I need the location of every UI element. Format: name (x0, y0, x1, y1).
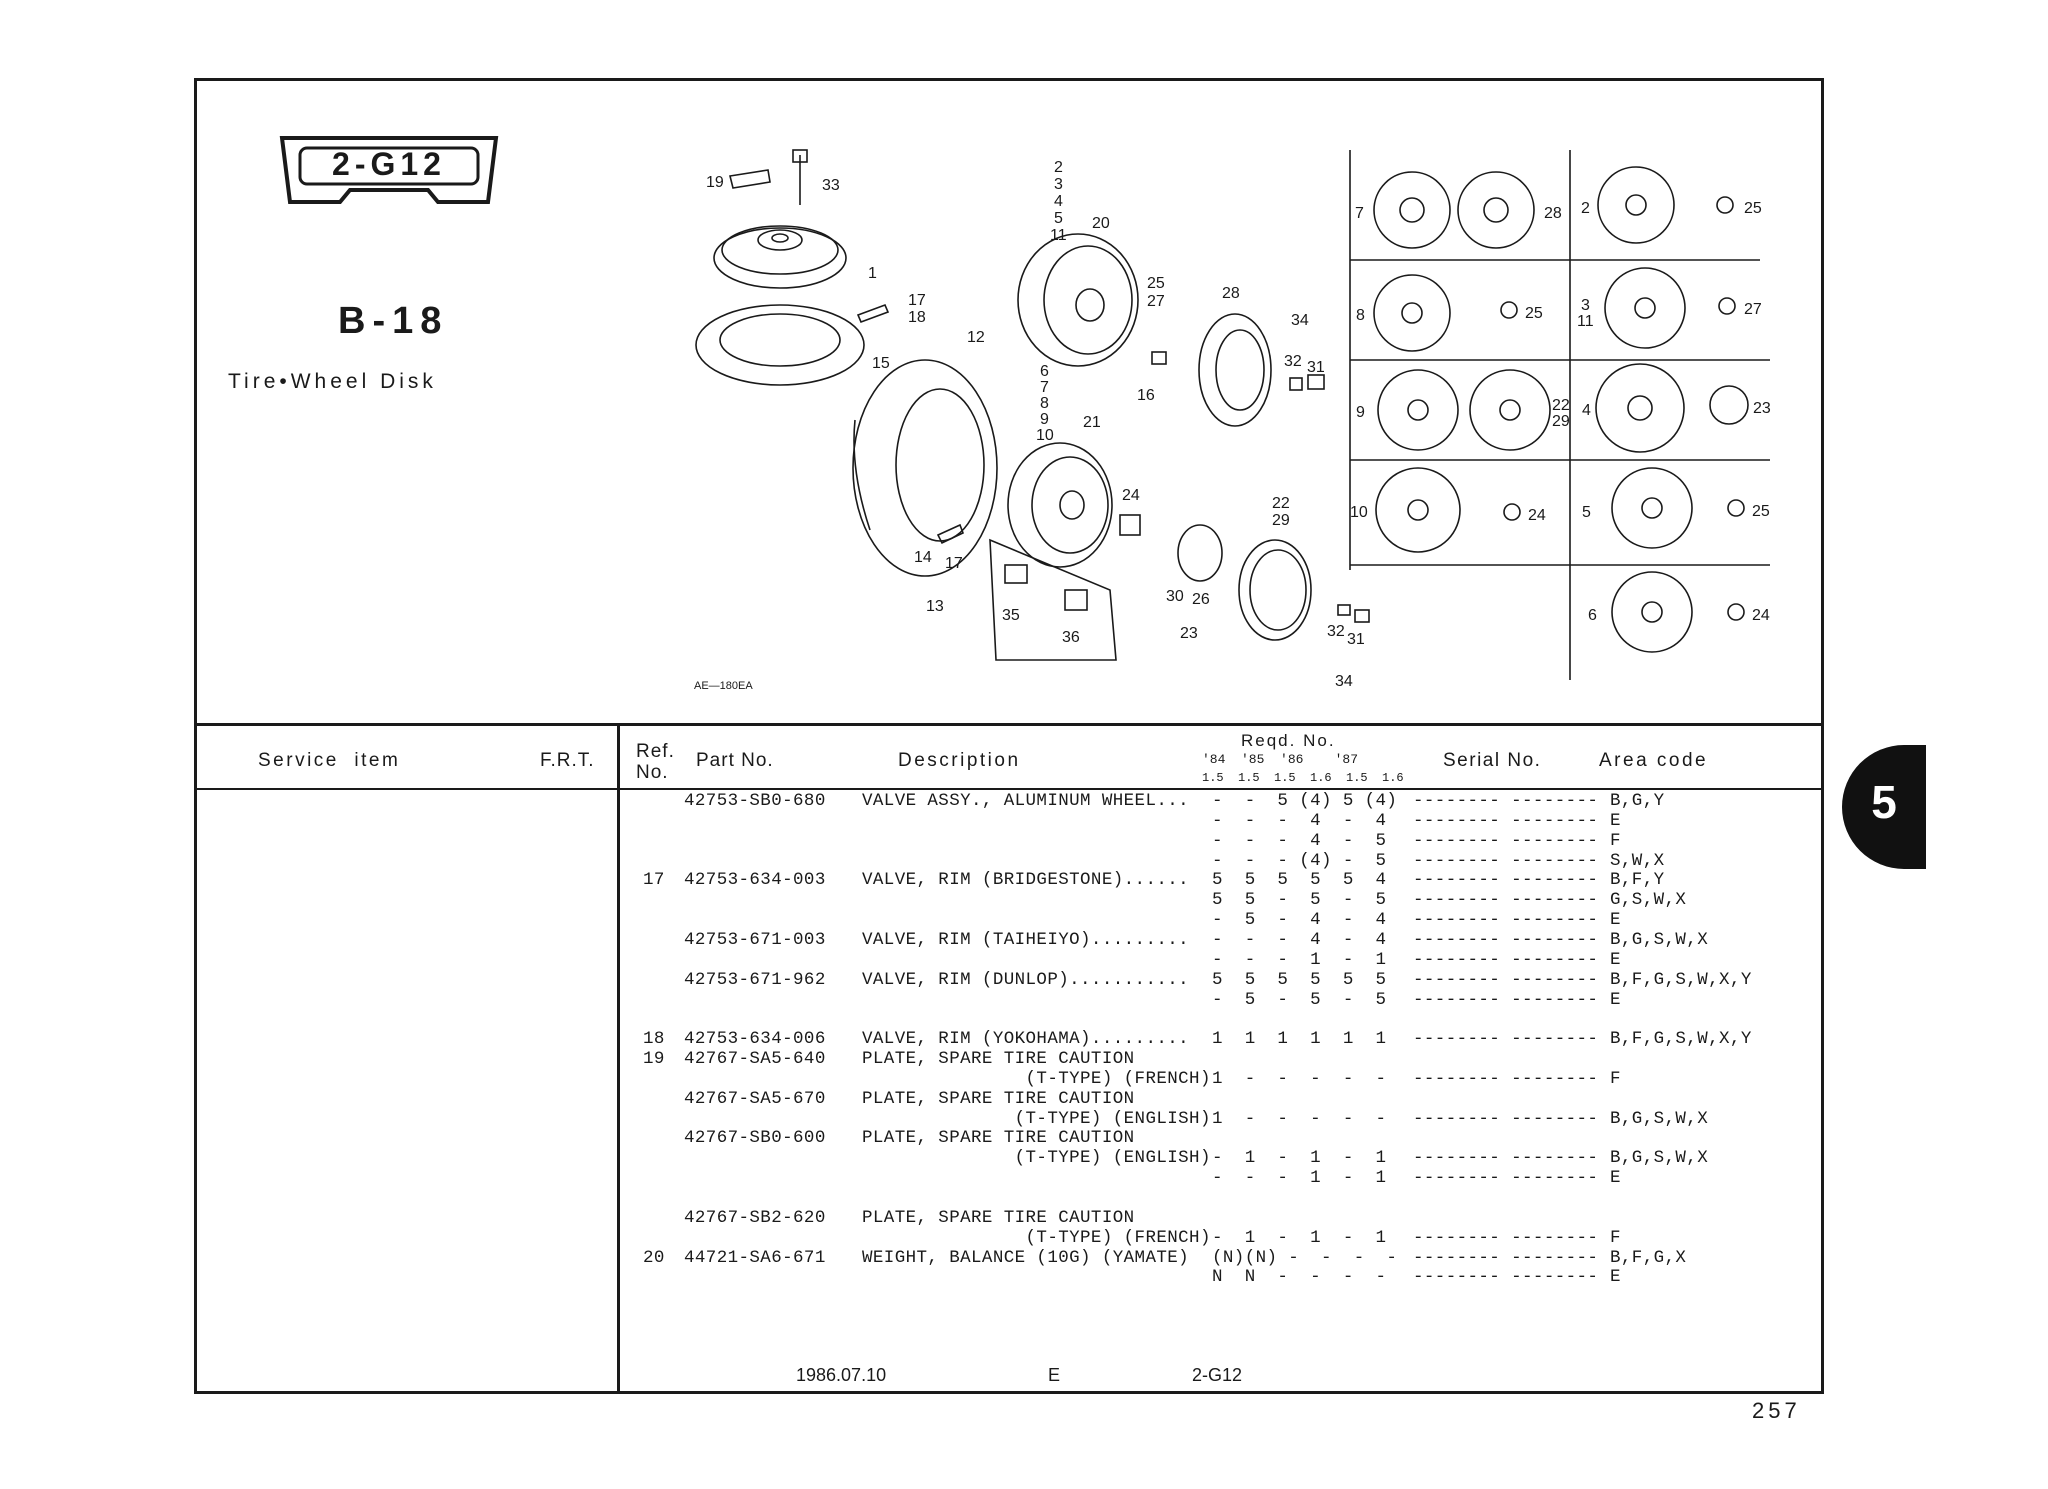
table-row (0, 990, 2048, 1010)
svg-text:35: 35 (1002, 607, 1020, 624)
row-ref-no: 19 (643, 1049, 665, 1070)
row-quantities: 1 1 1 1 1 1 (1212, 1029, 1387, 1050)
svg-text:6: 6 (1588, 607, 1597, 624)
row-description: PLATE, SPARE TIRE CAUTION (862, 1088, 1135, 1109)
row-serial-no: -------- -------- (1413, 1148, 1599, 1169)
row-part-no: 42753-634-006 (684, 1029, 826, 1050)
exploded-parts-diagram (0, 0, 2048, 720)
col-reqd-no: Reqd. No. (1241, 731, 1336, 750)
table-row (0, 1208, 2048, 1228)
row-quantities: (N)(N) - - - - (1212, 1247, 1398, 1268)
row-description: VALVE, RIM (TAIHEIYO)......... (862, 929, 1190, 950)
row-quantities: 1 - - - - - (1212, 1068, 1387, 1089)
row-quantities: N N - - - - (1212, 1267, 1387, 1288)
section-tab-number: 5 (1871, 776, 1897, 828)
table-row (0, 1049, 2048, 1069)
svg-text:14: 14 (914, 549, 932, 566)
row-quantities: 5 5 5 5 5 4 (1212, 870, 1387, 891)
row-description: (T-TYPE) (FRENCH) (862, 1227, 1211, 1248)
row-area-code: B,G,Y (1610, 791, 1665, 811)
svg-text:8: 8 (1356, 307, 1365, 324)
row-area-code: B,F,G,S,W,X,Y (1610, 969, 1752, 990)
svg-text:22: 22 (1272, 495, 1290, 512)
table-row (0, 970, 2048, 990)
svg-text:6: 6 (1040, 363, 1049, 380)
row-serial-no: -------- -------- (1413, 810, 1599, 831)
row-serial-no: -------- -------- (1413, 1168, 1599, 1189)
table-row (0, 811, 2048, 831)
svg-text:9: 9 (1040, 411, 1049, 428)
svg-text:21: 21 (1083, 414, 1101, 431)
row-quantities: 5 5 - 5 - 5 (1212, 890, 1387, 911)
svg-text:17: 17 (908, 292, 926, 309)
row-area-code: E (1610, 810, 1621, 831)
svg-text:19: 19 (706, 174, 724, 191)
col-area-code: Area code (1599, 750, 1709, 771)
row-part-no: 42767-SA5-670 (684, 1088, 826, 1109)
row-description: PLATE, SPARE TIRE CAUTION (862, 1128, 1135, 1149)
row-part-no: 42753-634-003 (684, 870, 826, 891)
svg-text:3: 3 (1581, 297, 1590, 314)
row-serial-no: -------- -------- (1413, 1068, 1599, 1089)
row-area-code: E (1610, 949, 1621, 970)
svg-text:13: 13 (926, 598, 944, 615)
row-part-no: 42767-SB2-620 (684, 1207, 826, 1228)
caution-plate-part (730, 170, 770, 188)
row-description: (T-TYPE) (FRENCH) (862, 1068, 1211, 1089)
table-row (0, 851, 2048, 871)
svg-text:34: 34 (1291, 312, 1309, 329)
row-description: (T-TYPE) (ENGLISH) (862, 1108, 1211, 1129)
row-serial-no: -------- -------- (1413, 989, 1599, 1010)
row-quantities: 5 5 5 5 5 5 (1212, 969, 1387, 990)
row-quantities: - 5 - 4 - 4 (1212, 910, 1387, 931)
svg-text:32: 32 (1327, 623, 1345, 640)
table-row (0, 1228, 2048, 1248)
table-row (0, 1128, 2048, 1148)
row-serial-no: -------- -------- (1413, 949, 1599, 970)
svg-text:27: 27 (1744, 301, 1762, 318)
svg-text:5: 5 (1582, 504, 1591, 521)
svg-text:24: 24 (1122, 487, 1140, 504)
table-row (0, 1168, 2048, 1188)
row-serial-no: -------- -------- (1413, 929, 1599, 950)
col-serial-no: Serial No. (1443, 750, 1542, 771)
col-part-no: Part No. (696, 750, 774, 771)
row-serial-no: -------- -------- (1413, 1247, 1599, 1268)
row-description: VALVE, RIM (BRIDGESTONE)...... (862, 870, 1190, 891)
row-serial-no: -------- -------- (1413, 1227, 1599, 1248)
illustration-id: AE—180EA (694, 680, 753, 692)
table-row (0, 1248, 2048, 1268)
row-serial-no: -------- -------- (1413, 910, 1599, 931)
row-quantities: - - - 1 - 1 (1212, 1168, 1387, 1189)
alloy-wheel-part (1018, 234, 1138, 366)
svg-text:23: 23 (1180, 625, 1198, 642)
svg-text:24: 24 (1528, 507, 1546, 524)
svg-text:25: 25 (1752, 503, 1770, 520)
parts-table-body (0, 791, 2048, 1351)
col-description: Description (898, 750, 1021, 771)
row-area-code: E (1610, 1267, 1621, 1288)
row-quantities: - - - 4 - 4 (1212, 810, 1387, 831)
row-description: VALVE ASSY., ALUMINUM WHEEL... (862, 791, 1190, 811)
svg-text:7: 7 (1040, 379, 1049, 396)
table-row (0, 1148, 2048, 1168)
footer-date: 1986.07.10 (796, 1365, 887, 1385)
row-serial-no: -------- -------- (1413, 870, 1599, 891)
svg-text:18: 18 (908, 309, 926, 326)
row-area-code: B,F,G,X (1610, 1247, 1687, 1268)
svg-text:15: 15 (872, 355, 890, 372)
page-number: 257 (1752, 1398, 1801, 1423)
table-row (0, 1069, 2048, 1089)
col-years: '84 '85 '86 '87 (1202, 752, 1359, 767)
col-ref-no-2: No. (636, 762, 669, 783)
row-description: PLATE, SPARE TIRE CAUTION (862, 1207, 1135, 1228)
row-description: WEIGHT, BALANCE (10G) (YAMATE) (862, 1247, 1190, 1268)
svg-text:32: 32 (1284, 353, 1302, 370)
row-quantities: - - 5 (4) 5 (4) (1212, 791, 1398, 811)
row-serial-no: -------- -------- (1413, 1108, 1599, 1129)
svg-text:17: 17 (945, 555, 963, 572)
row-quantities: - - - 4 - 5 (1212, 830, 1387, 851)
row-part-no: 42753-671-003 (684, 929, 826, 950)
svg-text:10: 10 (1036, 427, 1054, 444)
svg-text:28: 28 (1222, 285, 1240, 302)
row-area-code: F (1610, 1068, 1621, 1089)
svg-text:25: 25 (1525, 305, 1543, 322)
table-row (0, 930, 2048, 950)
row-serial-no: -------- -------- (1413, 890, 1599, 911)
row-part-no: 42753-SB0-680 (684, 791, 826, 811)
svg-text:20: 20 (1092, 215, 1110, 232)
table-row (0, 870, 2048, 890)
table-row (0, 1267, 2048, 1287)
svg-text:31: 31 (1307, 359, 1325, 376)
table-row (0, 1009, 2048, 1029)
svg-text:9: 9 (1356, 404, 1365, 421)
table-header-rule (194, 788, 1824, 790)
svg-text:2: 2 (1581, 200, 1590, 217)
svg-text:4: 4 (1054, 193, 1063, 210)
row-quantities: - - - (4) - 5 (1212, 850, 1387, 871)
row-quantities: - 1 - 1 - 1 (1212, 1227, 1387, 1248)
row-description: VALVE, RIM (DUNLOP)........... (862, 969, 1190, 990)
svg-text:31: 31 (1347, 631, 1365, 648)
svg-text:25: 25 (1744, 200, 1762, 217)
footer-edition: E (1048, 1365, 1061, 1385)
svg-text:27: 27 (1147, 293, 1165, 310)
row-serial-no: -------- -------- (1413, 1267, 1599, 1288)
row-area-code: B,F,Y (1610, 870, 1665, 891)
row-part-no: 42767-SB0-600 (684, 1128, 826, 1149)
svg-text:26: 26 (1192, 591, 1210, 608)
row-area-code: B,G,S,W,X (1610, 1108, 1709, 1129)
footer-group: 2-G12 (1192, 1365, 1243, 1385)
table-row (0, 1089, 2048, 1109)
spare-wheel-part (714, 228, 846, 288)
svg-text:34: 34 (1335, 673, 1353, 690)
diagram-table-divider (194, 723, 1824, 726)
row-area-code: E (1610, 910, 1621, 931)
table-row (0, 831, 2048, 851)
row-quantities: - 5 - 5 - 5 (1212, 989, 1387, 1010)
svg-text:10: 10 (1350, 504, 1368, 521)
row-area-code: B,G,S,W,X (1610, 1148, 1709, 1169)
svg-text:23: 23 (1753, 400, 1771, 417)
row-description: (T-TYPE) (ENGLISH) (862, 1148, 1211, 1169)
callout-labels (706, 159, 1771, 690)
svg-text:33: 33 (822, 177, 840, 194)
svg-text:4: 4 (1582, 402, 1591, 419)
row-serial-no: -------- -------- (1413, 830, 1599, 851)
row-area-code: B,G,S,W,X (1610, 929, 1709, 950)
svg-text:3: 3 (1054, 176, 1063, 193)
svg-text:8: 8 (1040, 395, 1049, 412)
group-code: 2-G12 (332, 146, 446, 182)
row-area-code: F (1610, 1227, 1621, 1248)
svg-text:12: 12 (967, 329, 985, 346)
row-quantities: 1 - - - - - (1212, 1108, 1387, 1129)
svg-text:29: 29 (1552, 413, 1570, 430)
row-quantities: - - - 4 - 4 (1212, 929, 1387, 950)
col-service-item: Service item (258, 750, 401, 771)
svg-text:36: 36 (1062, 629, 1080, 646)
svg-text:5: 5 (1054, 210, 1063, 227)
row-ref-no: 20 (643, 1247, 665, 1268)
row-quantities: - - - 1 - 1 (1212, 949, 1387, 970)
svg-text:2: 2 (1054, 159, 1063, 176)
table-row (0, 910, 2048, 930)
svg-text:22: 22 (1552, 397, 1570, 414)
svg-text:30: 30 (1166, 588, 1184, 605)
svg-text:25: 25 (1147, 275, 1165, 292)
row-description: PLATE, SPARE TIRE CAUTION (862, 1049, 1135, 1070)
row-serial-no: -------- -------- (1413, 850, 1599, 871)
row-area-code: E (1610, 1168, 1621, 1189)
row-area-code: E (1610, 989, 1621, 1010)
section-code: B-18 (338, 300, 449, 342)
table-row (0, 791, 2048, 811)
table-row (0, 890, 2048, 910)
svg-text:29: 29 (1272, 512, 1290, 529)
row-area-code: B,F,G,S,W,X,Y (1610, 1029, 1752, 1050)
row-area-code: G,S,W,X (1610, 890, 1687, 911)
row-quantities: - 1 - 1 - 1 (1212, 1148, 1387, 1169)
col-frt: F.R.T. (540, 750, 595, 771)
row-serial-no: -------- -------- (1413, 969, 1599, 990)
table-row (0, 1188, 2048, 1208)
svg-text:11: 11 (1050, 227, 1067, 244)
col-ref-no: Ref. (636, 741, 675, 762)
svg-text:7: 7 (1355, 205, 1364, 222)
svg-text:24: 24 (1752, 607, 1770, 624)
svg-text:16: 16 (1137, 387, 1155, 404)
row-part-no: 42767-SA5-640 (684, 1049, 826, 1070)
row-serial-no: -------- -------- (1413, 1029, 1599, 1050)
table-row (0, 1029, 2048, 1049)
row-part-no: 44721-SA6-671 (684, 1247, 826, 1268)
col-engines: 1.5 1.5 1.5 1.6 1.5 1.6 (1202, 771, 1404, 785)
row-part-no: 42753-671-962 (684, 969, 826, 990)
row-serial-no: -------- -------- (1413, 791, 1599, 811)
table-row (0, 950, 2048, 970)
row-area-code: F (1610, 830, 1621, 851)
row-area-code: S,W,X (1610, 850, 1665, 871)
table-row (0, 1109, 2048, 1129)
row-ref-no: 17 (643, 870, 665, 891)
row-ref-no: 18 (643, 1029, 665, 1050)
section-title: Tire•Wheel Disk (228, 370, 437, 393)
svg-text:28: 28 (1544, 205, 1562, 222)
svg-text:11: 11 (1577, 313, 1594, 330)
svg-text:1: 1 (868, 265, 877, 282)
row-description: VALVE, RIM (YOKOHAMA)......... (862, 1029, 1190, 1050)
